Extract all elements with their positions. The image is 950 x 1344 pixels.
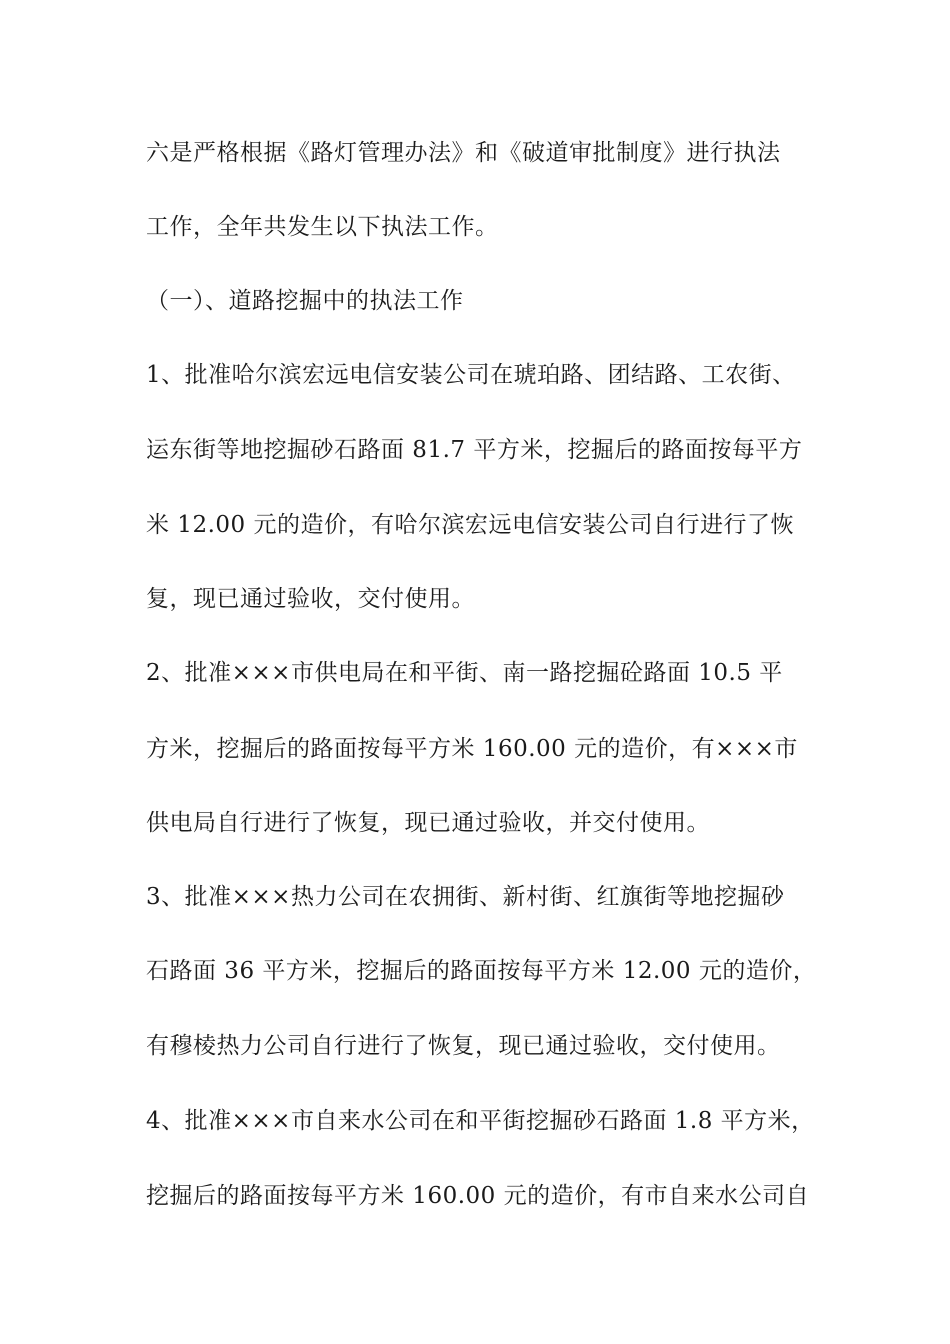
text-line: 石路面 36 平方米，挖掘后的路面按每平方米 12.00 元的造价， <box>146 958 817 984</box>
text-line: 3、批准×××热力公司在农拥街、新村街、红旗街等地挖掘砂 <box>146 884 785 910</box>
text-line: 挖掘后的路面按每平方米 160.00 元的造价，有市自来水公司自 <box>146 1183 810 1209</box>
text-line: 供电局自行进行了恢复，现已通过验收，并交付使用。 <box>146 810 710 836</box>
text-line: 1、批准哈尔滨宏远电信安装公司在琥珀路、团结路、工农街、 <box>146 362 796 388</box>
text-line: 六是严格根据《路灯管理办法》和《破道审批制度》进行执法 <box>146 140 781 166</box>
text-line: 运东街等地挖掘砂石路面 81.7 平方米，挖掘后的路面按每平方 <box>146 437 803 463</box>
text-line: 方米，挖掘后的路面按每平方米 160.00 元的造价，有×××市 <box>146 736 798 762</box>
text-line: 4、批准×××市自来水公司在和平街挖掘砂石路面 1.8 平方米， <box>146 1108 815 1134</box>
text-line: 工作，全年共发生以下执法工作。 <box>146 214 499 240</box>
text-line: 复，现已通过验收，交付使用。 <box>146 586 475 612</box>
text-line: 2、批准×××市供电局在和平街、南一路挖掘砼路面 10.5 平 <box>146 660 783 686</box>
text-line: 米 12.00 元的造价，有哈尔滨宏远电信安装公司自行进行了恢 <box>146 512 794 538</box>
section-heading: （一）、道路挖掘中的执法工作 <box>146 288 464 314</box>
text-line: 有穆棱热力公司自行进行了恢复，现已通过验收，交付使用。 <box>146 1033 781 1059</box>
